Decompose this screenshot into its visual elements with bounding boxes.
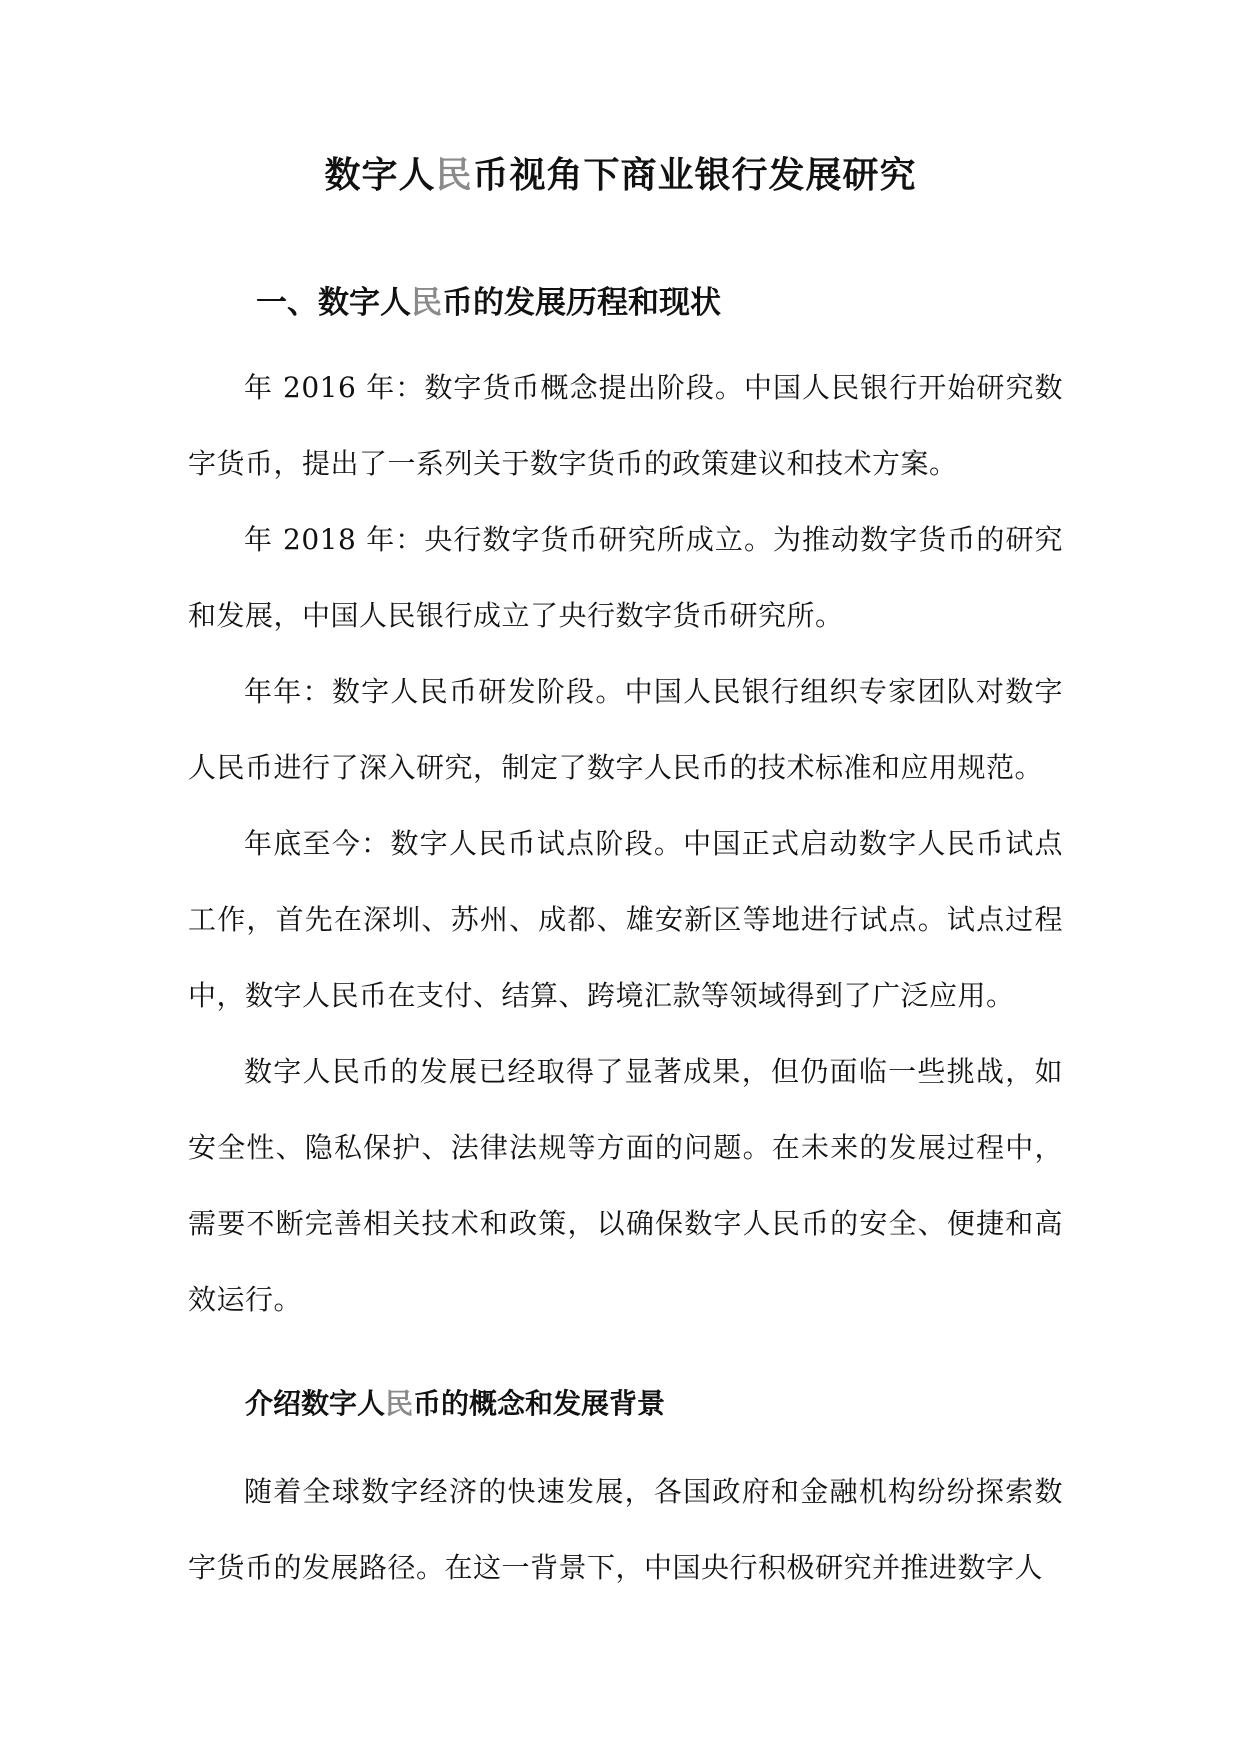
section-heading-after: 币的发展历程和现状 (442, 285, 721, 321)
paragraph-rd-stage: 年年：数字人民币研发阶段。中国人民银行组织专家团队对数字人民币进行了深入研究，制定了数字人民币的技术标准和应用规范。 (188, 675, 1063, 784)
sub-heading-concept-background (245, 1383, 665, 1425)
paragraph-pilot-stage: 年底至今：数字人民币试点阶段。中国正式启动数字人民币试点工作，首先在深圳、苏州、成都、雄安新区等地进行试点。试点过程中，数字人民币在支付、结算、跨境汇款等领域得到了广泛应用。 (188, 827, 1063, 1012)
section-heading-development-history (256, 280, 721, 326)
sub-heading-after: 币的概念和发展背景 (413, 1387, 666, 1420)
document-title (0, 150, 1241, 202)
section-heading-highlight: 民 (411, 285, 442, 321)
title-text-before: 数字人 (324, 155, 436, 196)
section-heading-before: 一、数字人 (256, 285, 411, 321)
paragraph-challenges: 数字人民币的发展已经取得了显著成果，但仍面临一些挑战，如安全性、隐私保护、法律法规等方面的问题。在未来的发展过程中，需要不断完善相关技术和政策，以确保数字人民币的安全、便捷和高效运行。 (188, 1055, 1063, 1316)
title-text-after: 币视角下商业银行发展研究 (472, 155, 917, 196)
paragraph-2016-stage: 年 2016 年：数字货币概念提出阶段。中国人民银行开始研究数字货币，提出了一系列关于数字货币的政策建议和技术方案。 (188, 371, 1063, 480)
paragraph-background: 随着全球数字经济的快速发展，各国政府和金融机构纷纷探索数字货币的发展路径。在这一背景下，中国央行积极研究并推进数字人 (188, 1475, 1063, 1584)
sub-heading-before: 介绍数字人 (245, 1387, 386, 1420)
title-text-highlight: 民 (435, 155, 473, 196)
sub-heading-highlight: 民 (385, 1387, 414, 1420)
paragraph-2018-stage: 年 2018 年：央行数字货币研究所成立。为推动数字货币的研究和发展，中国人民银行成立了央行数字货币研究所。 (188, 523, 1063, 632)
